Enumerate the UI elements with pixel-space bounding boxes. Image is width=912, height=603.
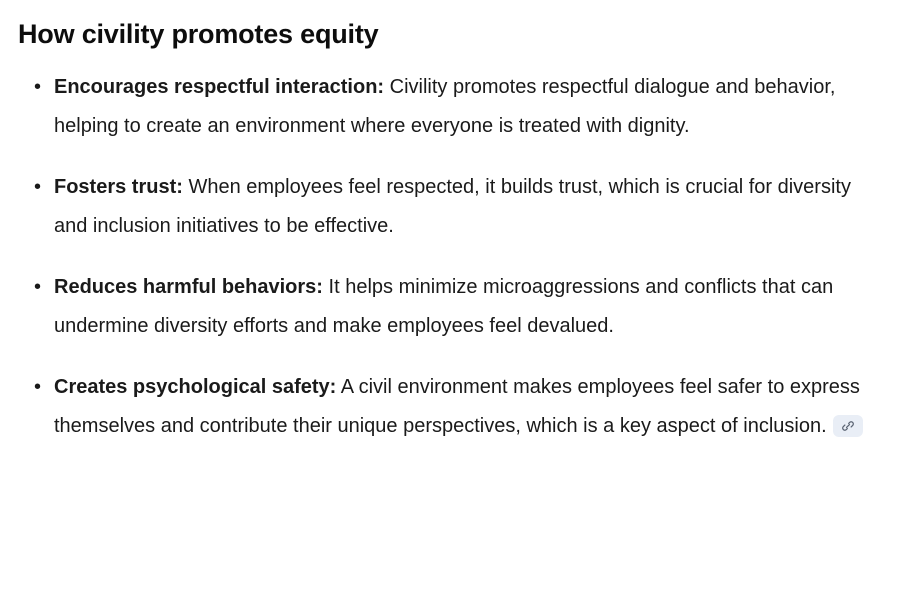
list-item (18, 268, 888, 346)
list-item-text: Civility promotes respectful dialogue and behavior, helping to create an environment where everyone is treated with dignity. (54, 76, 836, 138)
page-title: How civility promotes equity (18, 19, 379, 49)
list-item (18, 368, 888, 446)
list-item-text: A civil environment makes employees feel safer to express themselves and contribute their unique perspectives, which is a key aspect of inclusion. (54, 376, 860, 438)
link-icon[interactable] (833, 415, 863, 437)
list-item-lead: Creates psychological safety: (54, 376, 337, 399)
list-item-text: When employees feel respected, it builds trust, which is crucial for diversity and inclusion initiatives to be effective. (54, 176, 851, 238)
bullet-list (18, 68, 888, 446)
list-item-lead: Reduces harmful behaviors: (54, 276, 323, 299)
list-item (18, 168, 888, 246)
list-item (18, 68, 888, 146)
list-item-text: It helps minimize microaggressions and conflicts that can undermine diversity efforts and make employees feel devalued. (54, 276, 834, 338)
list-item-lead: Encourages respectful interaction: (54, 76, 385, 99)
list-item-lead: Fosters trust: (54, 176, 183, 199)
